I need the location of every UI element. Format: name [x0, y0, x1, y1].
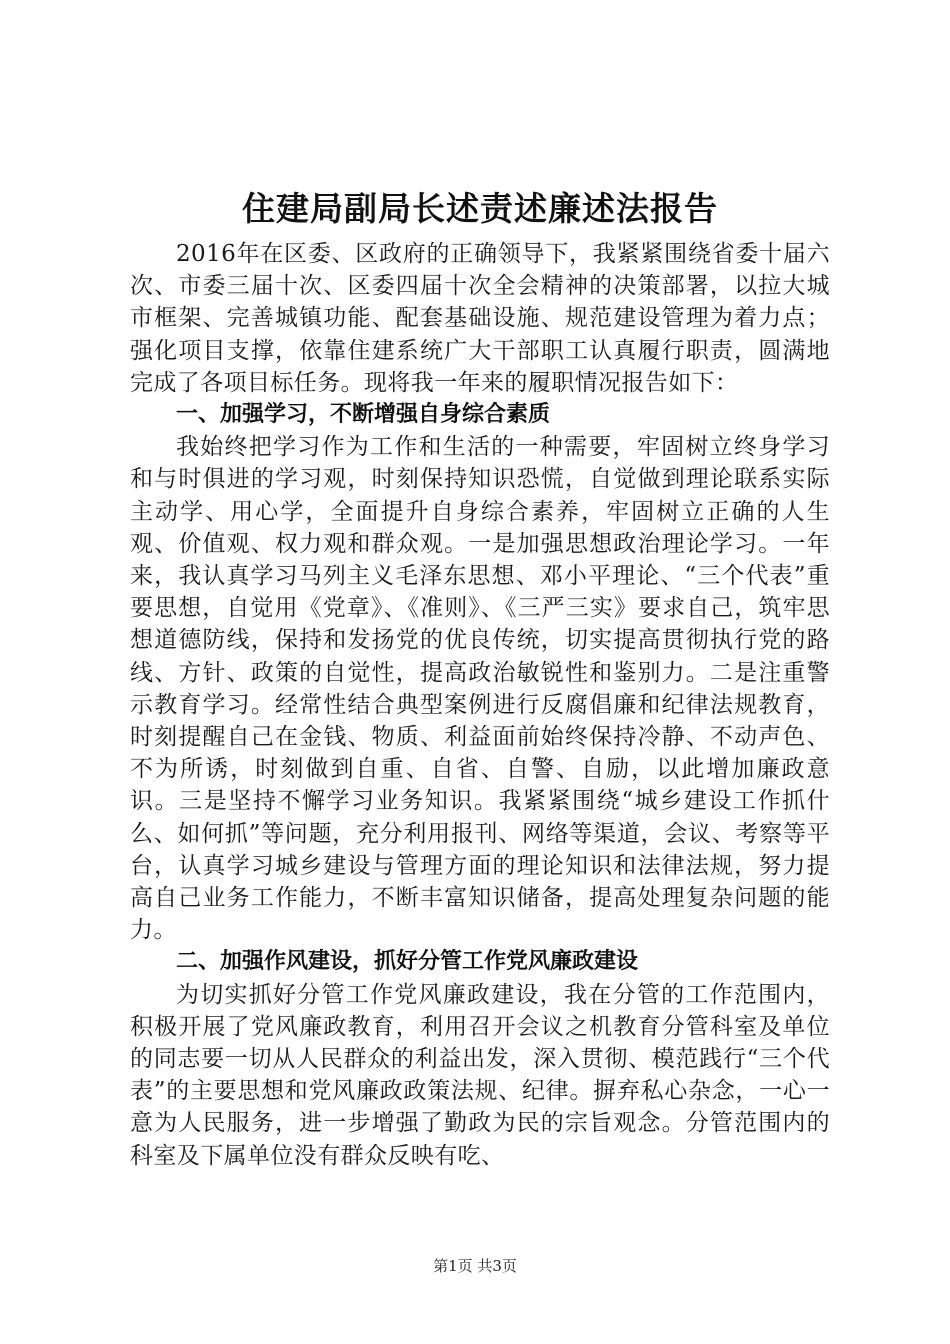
section-heading: 一、加强学习，不断增强自身综合素质 [176, 402, 551, 428]
document-title: 住建局副局长述责述廉述法报告 [242, 189, 718, 228]
document-page [130, 184, 830, 1172]
section-1 [130, 399, 830, 946]
section-body: 为切实抓好分管工作党风廉政建设，我在分管的工作范围内，积极开展了党风廉政教育，利用召开会议之机教育分管科室及单位的同志要一切从人民群众的利益出发，深入贯彻、模范践行“三个代表”的主要思想和党风廉政政策法规、纪律。摒弃私心杂念，一心一意为人民服务，进一步增强了勤政为民的宗旨观念。分管范围内的科室及下属单位没有群众反映有吃、 [130, 981, 830, 1169]
section-body: 我始终把学习作为工作和生活的一种需要，牢固树立终身学习和与时俱进的学习观，时刻保持知识恐慌，自觉做到理论联系实际主动学、用心学，全面提升自身综合素养，牢固树立正确的人生观、价值观、权力观和群众观。一是加强思想政治理论学习。一年来，我认真学习马列主义毛泽东思想、邓小平理论、“三个代表”重要思想，自觉用《党章》、《准则》、《三严三实》要求自己，筑牢思想道德防线，保持和发扬党的优良传统，切实提高贯彻执行党的路线、方针、政策的自觉性，提高政治敏锐性和鉴别力。二是注重警示教育学习。经常性结合典型案例进行反腐倡廉和纪律法规教育，时刻提醒自己在金钱、物质、利益面前始终保持冷静、不动声色、不为所诱，时刻做到自重、自省、自警、自励，以此增加廉政意识。三是坚持不懈学习业务知识。我紧紧围绕“城乡建设工作抓什么、如何抓”等问题，充分利用报刊、网络等渠道，会议、考察等平台，认真学习城乡建设与管理方面的理论知识和法律法规，努力提高自己业务工作能力，不断丰富知识储备，提高处理复杂问题的能力。 [130, 434, 830, 944]
section-2 [130, 946, 830, 1171]
page-footer: 第1页 共3页 [433, 1257, 517, 1275]
section-heading: 二、加强作风建设，抓好分管工作党风廉政建设 [176, 949, 639, 975]
intro-paragraph: 2016年在区委、区政府的正确领导下，我紧紧围绕省委十届六次、市委三届十次、区委四届十次全会精神的决策部署，以拉大城市框架、完善城镇功能、配套基础设施、规范建设管理为着力点；强化项目支撑，依靠住建系统广大干部职工认真履行职责，圆满地完成了各项目标任务。现将我一年来的履职情况报告如下： [130, 241, 830, 396]
